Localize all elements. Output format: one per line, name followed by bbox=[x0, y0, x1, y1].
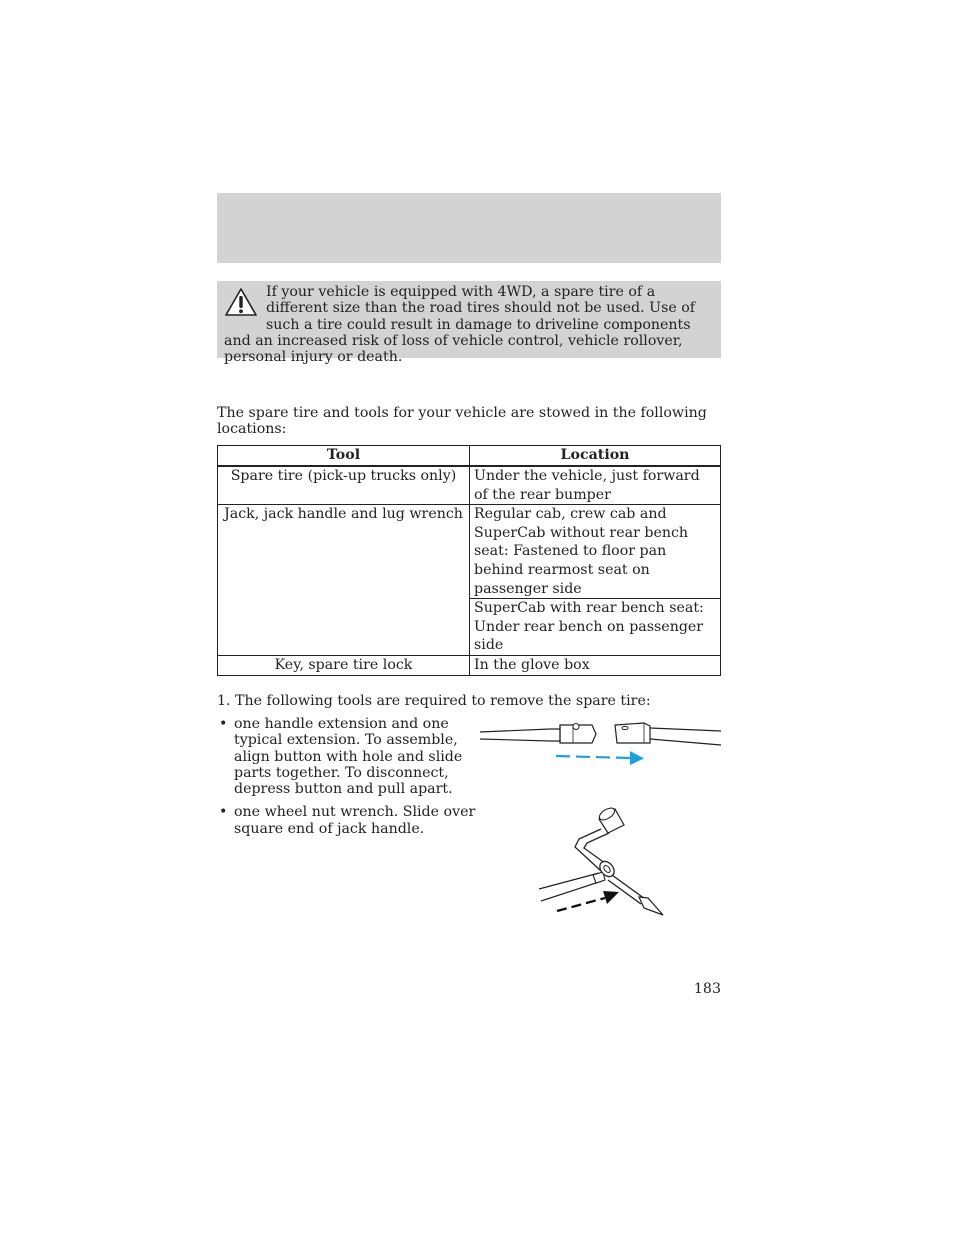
location-cell: Under the vehicle, just forward of the rear bumper bbox=[470, 466, 721, 505]
section-header-band bbox=[217, 193, 721, 263]
column-header-location: Location bbox=[470, 446, 721, 467]
tool-location-table bbox=[217, 445, 721, 676]
list-item-text: one handle extension and one typical extension. To assemble, align button with hole and slide parts together. To disconnect, depress button and pull apart. bbox=[234, 716, 463, 798]
location-cell: SuperCab with rear bench seat: Under rear bench on passenger side bbox=[470, 599, 721, 656]
tool-cell: Spare tire (pick-up trucks only) bbox=[218, 466, 470, 505]
tool-cell: Key, spare tire lock bbox=[218, 655, 470, 675]
list-item-text: one wheel nut wrench. Slide over square end of jack handle. bbox=[234, 804, 476, 837]
handle-extension-illustration bbox=[478, 712, 724, 772]
list-item bbox=[217, 716, 477, 797]
intro-paragraph: The spare tire and tools for your vehicle are stowed in the following locations: bbox=[217, 405, 707, 438]
warning-triangle-icon bbox=[224, 287, 258, 317]
location-cell: In the glove box bbox=[470, 655, 721, 675]
table-row bbox=[218, 466, 721, 505]
wheel-nut-wrench-illustration bbox=[535, 805, 670, 920]
tool-cell: Jack, jack handle and lug wrench bbox=[218, 505, 470, 656]
bullet-icon: • bbox=[219, 804, 228, 821]
warning-text: If your vehicle is equipped with 4WD, a spare tire of a different size than the road tires should not be used. Use of such a tire could result in damage to driveline components and an increased risk of loss of vehicle control, vehicle rollover, personal injury or death. bbox=[224, 284, 696, 366]
bullet-icon: • bbox=[219, 716, 228, 732]
warning-box bbox=[217, 281, 721, 366]
tool-bullet-list bbox=[217, 716, 477, 844]
page-number: 183 bbox=[693, 981, 721, 997]
step-1-text: 1. The following tools are required to remove the spare tire: bbox=[217, 693, 651, 709]
table-row bbox=[218, 655, 721, 675]
table-row bbox=[218, 505, 721, 599]
column-header-tool: Tool bbox=[218, 446, 470, 467]
list-item bbox=[217, 804, 477, 837]
location-cell: Regular cab, crew cab and SuperCab without rear bench seat: Fastened to floor pan behind rearmost seat on passenger side bbox=[470, 505, 721, 599]
table-header-row bbox=[218, 446, 721, 467]
